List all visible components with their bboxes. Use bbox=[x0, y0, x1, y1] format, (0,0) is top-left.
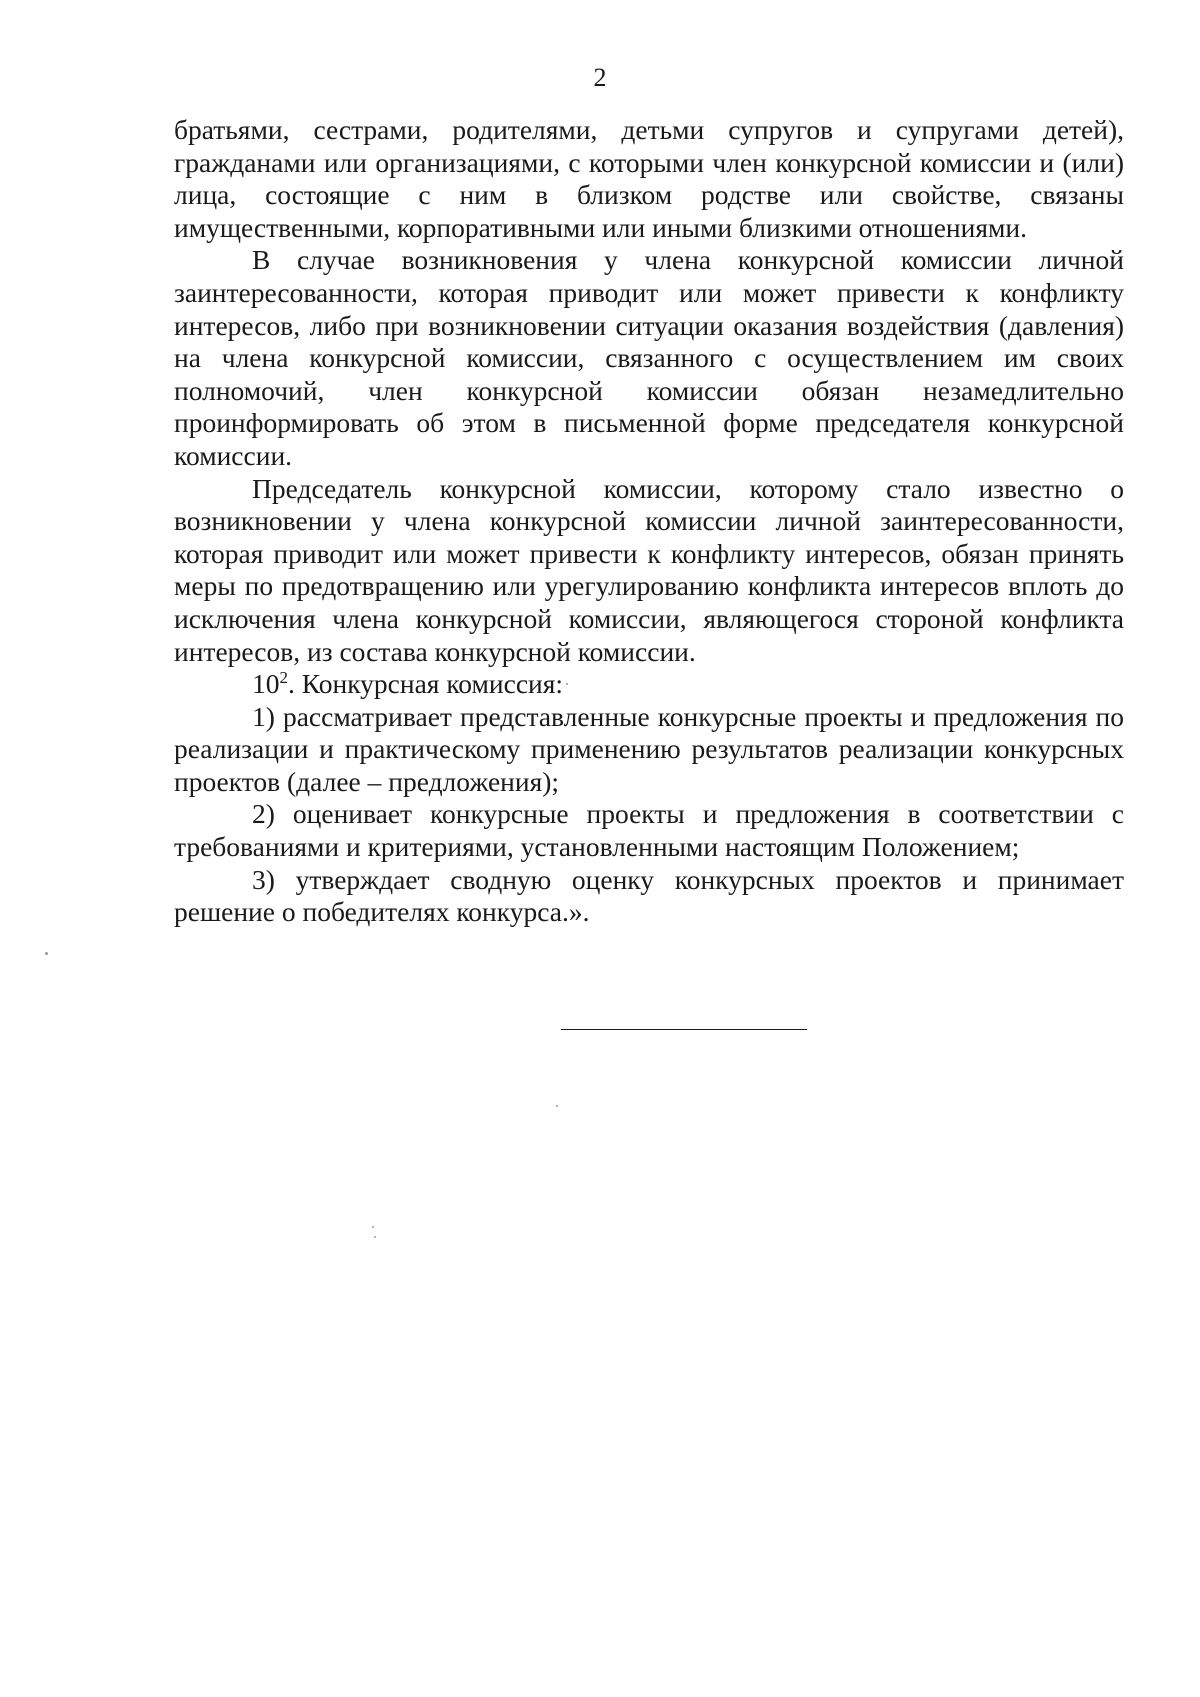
scan-speck bbox=[45, 952, 48, 955]
scan-speck bbox=[374, 1236, 376, 1238]
scan-speck bbox=[566, 683, 568, 685]
clause-heading bbox=[174, 668, 1124, 701]
end-separator-line bbox=[561, 1029, 807, 1030]
list-item-2: 2) оценивает конкурсные проекты и предложения в соответствии с требованиями и критериями, установленными настоящим Положением; bbox=[174, 798, 1124, 863]
paragraph-continuation: братьями, сестрами, родителями, детьми супругов и супругами детей), гражданами или организациями, с которыми член конкурсной комиссии и (или) лица, состоящие с ним в близком родстве или свойстве, связаны имущественными, корпоративными или иными близкими отношениями. bbox=[174, 114, 1124, 243]
paragraph-chairman-duty: Председатель конкурсной комиссии, которому стало известно о возникновении у члена конкурсной комиссии личной заинтересованности, которая приводит или может привести к конфликту интересов, обязан принять меры по предотвращению или урегулированию конфликта интересов вплоть до исключения члена конкурсной комиссии, являющегося стороной конфликта интересов, из состава конкурсной комиссии. bbox=[174, 472, 1124, 667]
list-item-3: 3) утверждает сводную оценку конкурсных проектов и принимает решение о победителях конкурса.». bbox=[174, 863, 1124, 928]
clause-number: 10 bbox=[252, 668, 280, 700]
scan-speck bbox=[372, 1226, 374, 1228]
scan-speck bbox=[556, 1105, 558, 1107]
clause-text: . Конкурсная комиссия: bbox=[288, 668, 564, 700]
document-body bbox=[174, 114, 1124, 929]
list-item-1: 1) рассматривает представленные конкурсные проекты и предложения по реализации и практическому применению результатов реализации конкурсных проектов (далее – предложения); bbox=[174, 700, 1124, 797]
paragraph-conflict-duty: В случае возникновения у члена конкурсной комиссии личной заинтересованности, которая приводит или может привести к конфликту интересов, либо при возникновении ситуации оказания воздействия (давления) на члена конкурсной комиссии, связанного с осуществлением им своих полномочий, член конкурсной комиссии обязан незамедлительно проинформировать об этом в письменной форме председателя конкурсной комиссии. bbox=[174, 244, 1124, 471]
page-number: 2 bbox=[593, 63, 607, 92]
clause-superscript: 2 bbox=[279, 667, 288, 687]
